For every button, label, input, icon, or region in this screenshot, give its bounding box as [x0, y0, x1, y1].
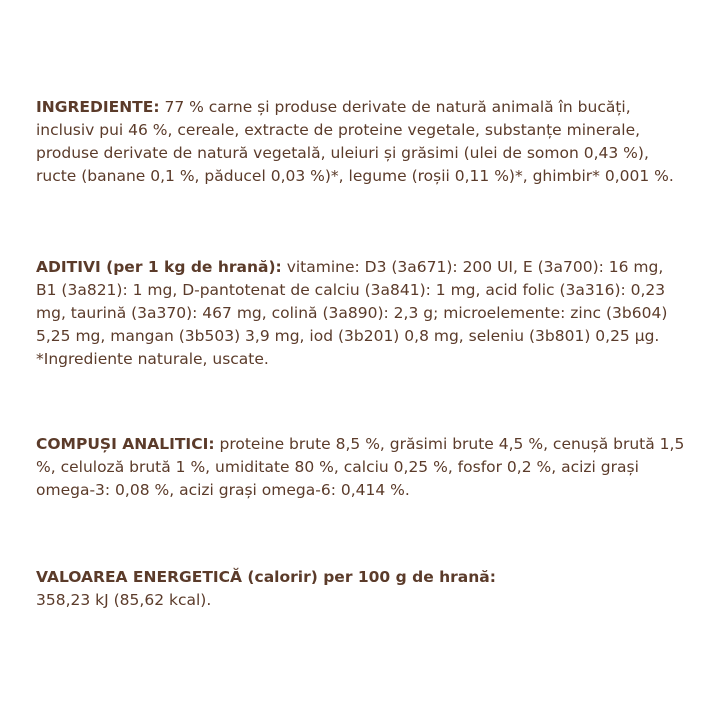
analytical-section [36, 433, 688, 502]
additives-section [36, 256, 688, 371]
energy-heading: VALOAREA ENERGETICĂ (calorir) per 100 g de hrană: [36, 568, 496, 586]
energy-text: 358,23 kJ (85,62 kcal). [36, 591, 212, 609]
analytical-text: proteine brute 8,5 %, grăsimi brute 4,5 %, cenușă brută 1,5 %, celuloză brută 1 %, umiditate 80 %, calciu 0,25 %, fosfor 0,2 %, acizi grași omega-3: 0,08 %, acizi grași omega-6: 0,414 %. [36, 435, 685, 499]
ingredients-heading: INGREDIENTE: [36, 98, 160, 116]
additives-text: vitamine: D3 (3a671): 200 UI, E (3a700): 16 mg, B1 (3a821): 1 mg, D-pantotenat de calciu (3a841): 1 mg, acid folic (3a316): 0,23 mg, taurină (3a370): 467 mg, colină (3a890): 2,3 g; microelemente: zinc (3b604) 5,25 mg, mangan (3b503) 3,9 mg, iod (3b201) 0,8 mg, seleniu (3b801) 0,25 µg. [36, 258, 668, 345]
additives-footnote: *Ingrediente naturale, uscate. [36, 350, 269, 368]
additives-heading: ADITIVI (per 1 kg de hrană): [36, 258, 282, 276]
energy-section [36, 566, 688, 612]
ingredients-text: 77 % carne și produse derivate de natură animală în bucăți, inclusiv pui 46 %, cereale, extracte de proteine vegetale, substanțe minerale, produse derivate de natură vegetală, uleiuri și grăsimi (ulei de somon 0,43 %), ructe (banane 0,1 %, păducel 0,03 %)*, legume (roșii 0,11 %)*, ghimbir* 0,001 %. [36, 98, 674, 185]
ingredients-section [36, 96, 688, 188]
analytical-heading: COMPUȘI ANALITICI: [36, 435, 215, 453]
